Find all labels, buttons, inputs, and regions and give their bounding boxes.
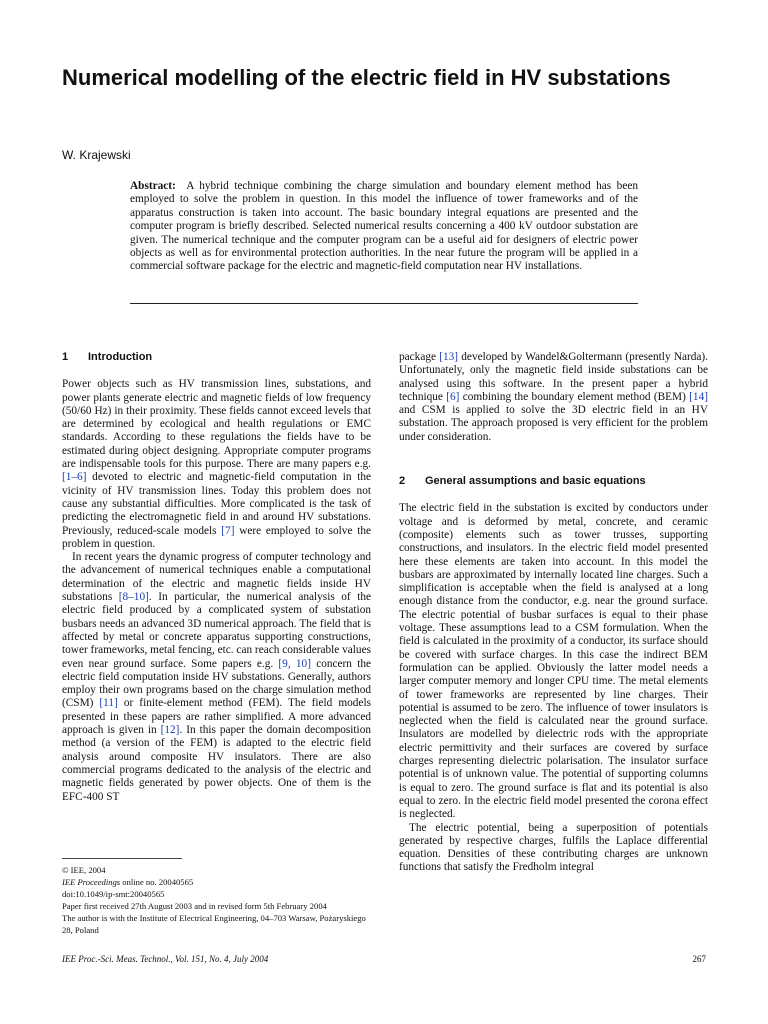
- affiliation-note: The author is with the Institute of Electrical Engineering, 04–703 Warsaw, Pożaryskiego 28, Poland: [62, 913, 366, 935]
- abstract-label: Abstract:: [130, 180, 176, 192]
- footnote-divider: [62, 858, 182, 859]
- text-run: devoted to electric and magnetic-field computation in the vicinity of HV transmission lines. Today this problem does not cause any substantial difficulties. More complicated is the task of predicting the electromagnetic field in and around HV substations. Previously, reduced-scale models: [62, 471, 371, 537]
- journal-footer: IEE Proc.-Sci. Meas. Technol., Vol. 151, No. 4, July 2004: [62, 954, 269, 964]
- online-note: [62, 876, 371, 888]
- citation-link[interactable]: [12]: [160, 724, 180, 737]
- paper-title: Numerical modelling of the electric field in HV substations: [62, 65, 671, 90]
- text-run: . In particular, the numerical analysis of the electric field produced by a complicated system of substation busbars needs an advanced 3D numerical approach. The field that is affected by metal or concrete apparatus supporting constructions, tower frameworks, metal fencing, etc. can reach considerable values even near ground surface. Some papers e.g.: [62, 591, 371, 670]
- citation-link[interactable]: [9, 10]: [278, 657, 311, 670]
- citation-link[interactable]: [11]: [99, 697, 118, 710]
- citation-link[interactable]: [8–10]: [118, 591, 149, 604]
- section-2-paragraph-2: The electric potential, being a superposition of potentials generated by respective charges, fulfils the Laplace differential equation. Densities of these contributing charges are unknown functions that satisfy the Fredholm integral: [399, 821, 708, 874]
- author-name: W. Krajewski: [62, 148, 131, 162]
- intro-paragraph-2: [62, 551, 371, 804]
- abstract-text: A hybrid technique combining the charge simulation and boundary element method has been employed to solve the problem in question. In this model the influence of tower frameworks and of the apparatus construction is taken into account. The basic boundary integral equations are presented and the computer program is briefly described. Selected numerical results concerning a 400 kV outdoor substation are given. The numerical technique and the computer program can be a useful aid for designers of electric power objects as well as for environmental protection authorities. In the near future the program will be applied in a commercial software package for the electric and magnetic-field computation near HV installations.: [130, 180, 638, 273]
- text-run: In recent years the dynamic progress of computer technology and the advancement of numerical techniques enable a computational determination of the electric and magnetic fields inside HV substations: [62, 551, 371, 604]
- section-2-title: General assumptions and basic equations: [425, 475, 646, 488]
- section-2-heading: [399, 475, 708, 488]
- abstract: [130, 180, 638, 274]
- page-number: 267: [692, 954, 706, 964]
- text-run: or finite-element method (FEM). The field models presented in these papers are rather simplified. A more advanced approach is given in: [62, 697, 371, 737]
- received-note: Paper first received 27th August 2003 and in revised form 5th February 2004: [62, 901, 327, 911]
- intro-paragraph-3: [399, 351, 708, 444]
- citation-link[interactable]: [1–6]: [62, 471, 87, 484]
- section-2-number: 2: [399, 475, 406, 488]
- footnotes: [62, 864, 371, 936]
- doi-note: doi:10.1049/ip-smt:20040565: [62, 889, 165, 899]
- citation-link[interactable]: [7]: [221, 524, 235, 537]
- text-run: were employed to solve the problem in question.: [62, 524, 371, 550]
- section-2-paragraph-1: The electric field in the substation is excited by conductors under voltage and is deformed by metal, concrete, and ceramic (composite) elements such as tower trusses, supporting constructions, and insulators. In the electric field model presented here these elements are taken into account. In this model the busbars are approximated by internally located line charges. Such a simplification is acceptable when the field is analysed at a long enough distance from the conductor, e.g. near the ground surface. The electric potential of busbar surfaces is equal to their phase voltage. These assumptions lead to a CSM formulation. When the field is calculated in the proximity of a conductor, its surface should be covered with surface charges. In this case the indirect BEM formulation can be applied. Obviously the latter model needs a larger computer memory and longer CPU time. The metal elements of tower frameworks are represented by line charges. Their potential is assumed to be zero. The influence of tower insulators is neglected when the field is calculated near the ground surface. Insulators are modelled by dielectric rods with the appropriate electric permittivity and their surfaces are covered by surface charges representing dielectric polarisation. The insulator surface potential is of unknown value. The potential of supporting columns is equal to zero. The ground surface is flat and its potential is also equal to zero. In the electric field model presented the corona effect is neglected.: [399, 502, 708, 821]
- text-run: developed by Wandel&Goltermann (presently Narda). Unfortunately, only the magnetic field inside substations can be analysed using this software. In the present paper a hybrid technique: [399, 351, 708, 403]
- text-run: and CSM is applied to solve the 3D electric field in an HV substation. The approach proposed is very efficient for the problem under consideration.: [399, 404, 708, 443]
- section-1-heading: [62, 351, 371, 364]
- left-column: [62, 351, 371, 804]
- text-run: . In this paper the domain decomposition method (a version of the FEM) is adapted to the electric field analysis around composite HV insulators. There are also commercial programs dedicated to the analysis of the electric and magnetic fields generated by power objects. One of them is the EFC-400 ST: [62, 724, 371, 803]
- abstract-divider: [130, 303, 638, 304]
- citation-link[interactable]: [13]: [439, 351, 459, 363]
- section-1-number: 1: [62, 351, 69, 363]
- citation-link[interactable]: [14]: [689, 390, 708, 403]
- online-number: online no. 20040565: [120, 877, 194, 887]
- text-run: combining the boundary element method (BEM): [459, 390, 690, 403]
- copyright-note: © IEE, 2004: [62, 865, 106, 875]
- text-run: concern the electric field computation inside HV substations. Generally, authors employ their own programs based on the charge simulation method (CSM): [62, 657, 372, 710]
- intro-paragraph-1: [62, 378, 371, 551]
- section-1-title: Introduction: [88, 351, 153, 363]
- citation-link[interactable]: [6]: [446, 390, 460, 403]
- text-run: Power objects such as HV transmission lines, substations, and power plants generate electric and magnetic fields of low frequency (50/60 Hz) in their proximity. These fields cannot exceed levels that are determined by ecological and health regulations or EMC standards. According to these regulations the fields have to be estimated during object designing. Appropriate computer programs are indispensable tools for this purpose. There are many papers e.g.: [62, 378, 371, 471]
- journal-name: IEE Proceedings: [62, 877, 121, 887]
- right-column: [399, 351, 708, 875]
- text-run: package: [399, 351, 440, 363]
